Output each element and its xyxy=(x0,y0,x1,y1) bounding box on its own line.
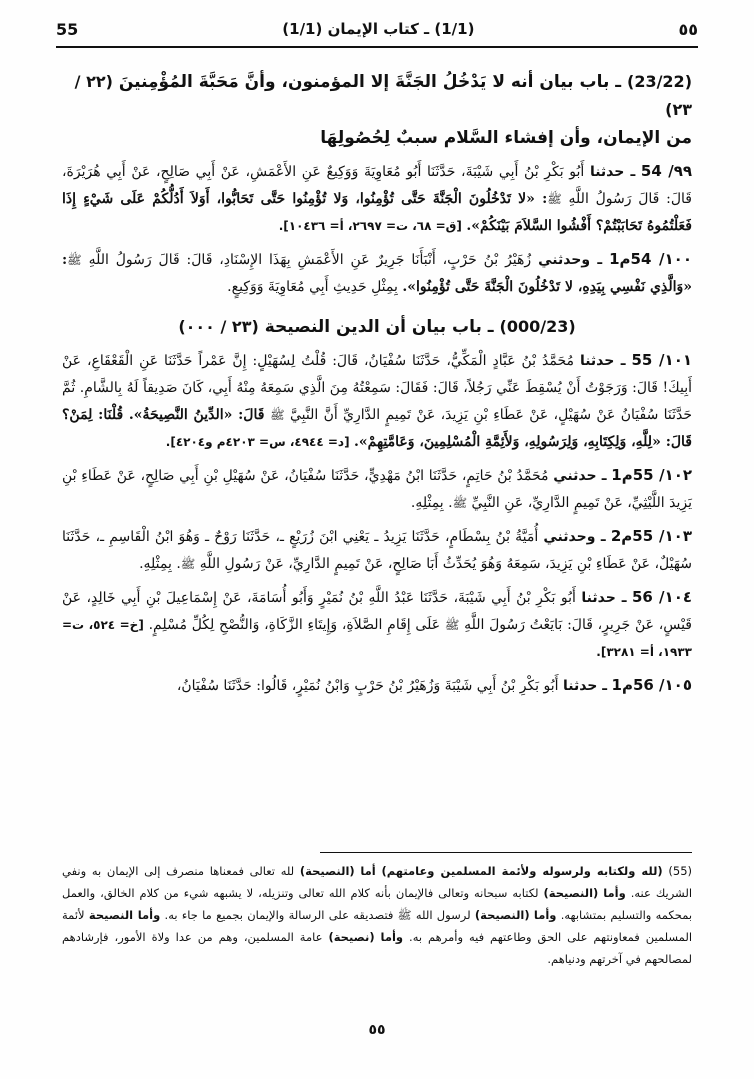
hadith-102 xyxy=(62,462,692,517)
isnad: أُمَيَّةُ بْنُ بِسْطَامٍ، حَدَّثَنَا يَزِيدُ ـ يَعْنِي ابْنَ زُرَيْعٍ ـ، حَدَّثَنَا رَوْحٌ ـ وَهُوَ ابْنُ الْقَاسِمِ ـ، حَدَّثَنَا سُهَيْلٌ، عَنْ عَطَاءِ بْنِ يَزِيدَ، سَمِعَهُ وَهُوَ يُحَدِّثُ أَبَا صَالِحٍ، عَنْ تَمِيمٍ الدَّارِيِّ، عَنْ رَسُولِ اللَّهِ xyxy=(62,529,692,572)
footnote-term: (النصيحة) xyxy=(474,908,530,922)
salutation-glyph: ﷺ xyxy=(270,408,285,422)
footnote-amma: وأما xyxy=(603,886,626,900)
hadith-tail: بِمِثْلِ حَدِيثِ أَبِي مُعَاوِيَةَ وَوَكِيعٍ. xyxy=(227,279,403,295)
chapter-title: ـ باب بيان أنه لا يَدْخُلُ الجَنَّةَ إلا المؤمنون، وأنَّ مَحَبَّةَ المُؤْمِنينَ xyxy=(118,72,622,92)
footnote-text: لرسول الله ﷺ فتصديقه على الرسالة والإيمان بجميع ما جاء به. xyxy=(164,908,471,922)
hadith-105 xyxy=(62,672,692,700)
footnote-55 xyxy=(62,860,692,970)
chapter-heading-2 xyxy=(62,313,692,341)
page-header xyxy=(56,14,698,44)
isnad: أَبُو بَكْرِ بْنُ أَبِي شَيْبَةَ، حَدَّثَنَا أَبُو مُعَاوِيَةَ وَوَكِيعٌ عَنِ الأَعْمَشِ، عَنْ أَبِي صَالِحٍ، عَنْ أَبِي هُرَيْرَةَ، قَالَ: قَالَ رَسُولُ اللَّهِ xyxy=(62,164,692,207)
hadith-101 xyxy=(62,347,692,456)
hadith-tail: عَلَى إِقَامِ الصَّلاَةِ، وَإِيتَاءِ الزَّكَاةِ، وَالنُّصْحِ لِكُلِّ مُسْلِمٍ. xyxy=(148,617,445,633)
hadith-99 xyxy=(62,158,692,240)
isnad: زُهَيْرُ بْنُ حَرْبٍ، أَنْبَأَنَا جَرِيرٌ عَنِ الأَعْمَشِ بِهَذَا الإِسْنَادِ، قَالَ: قَالَ رَسُولُ اللَّهِ xyxy=(88,252,532,268)
footnote-text: لله تعالى فمعناها منصرف إلى الإيمان به ونفي الشريك عنه. xyxy=(62,864,693,900)
references: [خ= ٥٢٤، ت= ١٩٣٣، أ= ٣٢٨١]. xyxy=(62,618,692,659)
tahdith-word: ـ وحدثني xyxy=(538,252,603,268)
footnote-amma: وأما xyxy=(380,930,404,944)
footnote-term: (نصيحة) xyxy=(328,930,375,944)
hadith-tail: . بِمِثْلِهِ. xyxy=(410,495,453,511)
isnad: مُحَمَّدُ بْنُ عَبَّادٍ الْمَكِّيُّ، حَدَّثَنَا سُفْيَانُ، قَالَ: قُلْتُ لِسُهَيْلٍ: إِنَّ عَمْراً حَدَّثَنَا عَنِ الْقَعْقَاعِ، عَنْ أَبِيكَ! قَالَ: وَرَجَوْتُ أَنْ يُسْقِطَ عَنِّي رَجُلاً، قَالَ: فَقَالَ: سَمِعْتُهُ مِنَ الَّذِي سَمِعَهُ مِنْهُ أَبِي، كَانَ صَدِيقاً لَهُ بِالشَّامِ. ثُمَّ حَدَّثَنَا سُفْيَانُ عَنْ سُهَيْلٍ، عَنْ عَطَاءِ بْنِ يَزِيدَ، عَنْ تَمِيمٍ الدَّارِيِّ أَنَّ النَّبِيَّ xyxy=(62,353,693,423)
salutation-glyph: ﷺ xyxy=(67,253,82,267)
footnote-amma: وأما النصيحة xyxy=(88,908,161,922)
hadith-number: ١٠٣/ 55م2 xyxy=(610,527,692,545)
chapter-number: (000/23) xyxy=(499,317,576,336)
chapter-title-line2: من الإيمان، وأن إفشاء السَّلام سببٌ لِحُصُولِهَا xyxy=(320,128,692,148)
tahdith-word: ـ حدثنا xyxy=(562,678,608,694)
hadith-104 xyxy=(62,584,692,666)
hadith-100 xyxy=(62,246,692,301)
tahdith-word: ـ حدثنا xyxy=(581,590,627,606)
tahdith-word: ـ حدثنا xyxy=(579,353,626,369)
page-number-footer: ٥٥ xyxy=(368,1022,386,1038)
footnote-divider xyxy=(320,852,692,853)
page-number-arabic: ٥٥ xyxy=(678,19,698,39)
matn: : «لا تَدْخُلُونَ الْجَنَّةَ حَتَّى تُؤْمِنُوا، وَلا تُؤْمِنُوا حَتَّى تَحَابُّوا، أَوَلاَ أَدُلُّكُمْ عَلَى شَيْءٍ إِذَا فَعَلْتُمُوهُ تَحَابَبْتُمْ؟ أَفْشُوا السَّلاَمَ بَيْنَكُمْ». xyxy=(62,191,692,234)
chapter-number: (23/22) xyxy=(627,72,692,91)
footnote-term: (النصيحة) xyxy=(299,864,355,878)
chapter-number-arabic: (٢٢ / ٢٣) xyxy=(74,72,692,119)
tahdith-word: ـ حدثنا xyxy=(589,164,636,180)
footnote-text: لكتابه سبحانه وتعالى فالإيمان بأنه كلام الله تعالى وتنزيله، لا يشبهه شيء من كلام الخالق، والعمل بمحكمه والتسليم بمتشابهه. xyxy=(62,886,693,922)
footnote-text: عامة المسلمين، وهم من عدا ولاة الأمور، فإرشادهم لمصالحهم في آخرتهم ودنياهم. xyxy=(62,930,692,966)
hadith-number: ١٠٥/ 56م1 xyxy=(611,676,692,694)
salutation-glyph: ﷺ xyxy=(547,192,562,206)
hadith-number: ١٠١/ 55 xyxy=(631,351,693,369)
running-title: (1/1) ـ كتاب الإيمان (1/1) xyxy=(282,20,475,38)
hadith-number: ١٠٤/ 56 xyxy=(631,588,693,606)
hadith-103 xyxy=(62,523,692,578)
isnad: أَبُو بَكْرِ بْنُ أَبِي شَيْبَةَ وَزُهَيْرُ بْنُ حَرْبٍ وَابْنُ نُمَيْرٍ، قَالُوا: حَدَّثَنَا سُفْيَانُ، xyxy=(176,678,559,694)
isnad: أَبُو بَكْرِ بْنُ أَبِي شَيْبَةَ، حَدَّثَنَا عَبْدُ اللَّهِ بْنُ نُمَيْرٍ وَأَبُو أُسَامَةَ، عَنْ إِسْمَاعِيلَ بْنِ أَبِي خَالِدٍ، عَنْ قَيْسٍ، عَنْ جَرِيرٍ، قَالَ: بَايَعْتُ رَسُولَ اللَّهِ xyxy=(62,590,692,633)
hadith-number: ١٠٢/ 55م1 xyxy=(611,466,693,484)
page-number-latin: 55 xyxy=(56,19,79,39)
hadith-tail: . بِمِثْلِهِ. xyxy=(139,556,181,572)
references: [ق= ٦٨، ت= ٢٦٩٧، أ= ١٠٤٣٦]. xyxy=(278,219,462,233)
matn: قَالَ: «الدِّينُ النَّصِيحَةُ». قُلْنَا: لِمَنْ؟ قَالَ: «لِلَّهِ، وَلِكِتَابِهِ، وَلِرَسُولِهِ، وَلأَئِمَّةِ الْمُسْلِمِينَ، وَعَامَّتِهِمْ». xyxy=(62,407,692,450)
tahdith-word: ـ وحدثني xyxy=(543,529,606,545)
chapter-heading xyxy=(62,68,692,152)
matn: : «وَالَّذِي نَفْسِي بِيَدِهِ، لا تَدْخُلُونَ الْجَنَّةَ حَتَّى تُؤْمِنُوا». xyxy=(62,252,692,295)
footnote-text: لأئمة المسلمين فمعاونتهم على الحق وطاعتهم فيه وأمرهم به. xyxy=(62,908,693,944)
header-divider xyxy=(56,46,698,48)
isnad: مُحَمَّدُ بْنُ حَاتِمٍ، حَدَّثَنَا ابْنُ مَهْدِيٍّ، حَدَّثَنَا سُفْيَانُ، عَنْ سُهَيْلِ بْنِ أَبِي صَالِحٍ، عَنْ عَطَاءِ بْنِ يَزِيدَ اللَّيْثِيِّ، عَنْ تَمِيمٍ الدَّارِيِّ، عَنِ النَّبِيِّ xyxy=(62,468,692,511)
chapter-title: ـ باب بيان أن الدين النصيحة xyxy=(264,317,494,337)
footnote-amma: أما xyxy=(360,864,376,878)
main-text xyxy=(62,56,692,706)
hadith-number: ١٠٠/ 54م1 xyxy=(609,250,692,268)
salutation-glyph: ﷺ xyxy=(444,618,460,632)
references: [د= ٤٩٤٤، س= ٤٢٠٣م و٤٢٠٤]. xyxy=(165,435,350,449)
footnote-term: (النصيحة) xyxy=(543,886,599,900)
salutation-glyph: ﷺ xyxy=(180,557,196,571)
footnote-amma: وأما xyxy=(533,908,557,922)
salutation-glyph: ﷺ xyxy=(452,496,468,510)
footnote-ref: (55) xyxy=(668,864,693,878)
footnote-quote: (لله ولكتابه ولرسوله ولأئمة المسلمين وعامتهم) xyxy=(381,864,663,878)
tahdith-word: ـ حدثني xyxy=(553,468,607,484)
hadith-number: ٩٩/ 54 xyxy=(640,162,693,180)
chapter-number-arabic: (٢٣ / ٠٠٠) xyxy=(178,317,259,336)
